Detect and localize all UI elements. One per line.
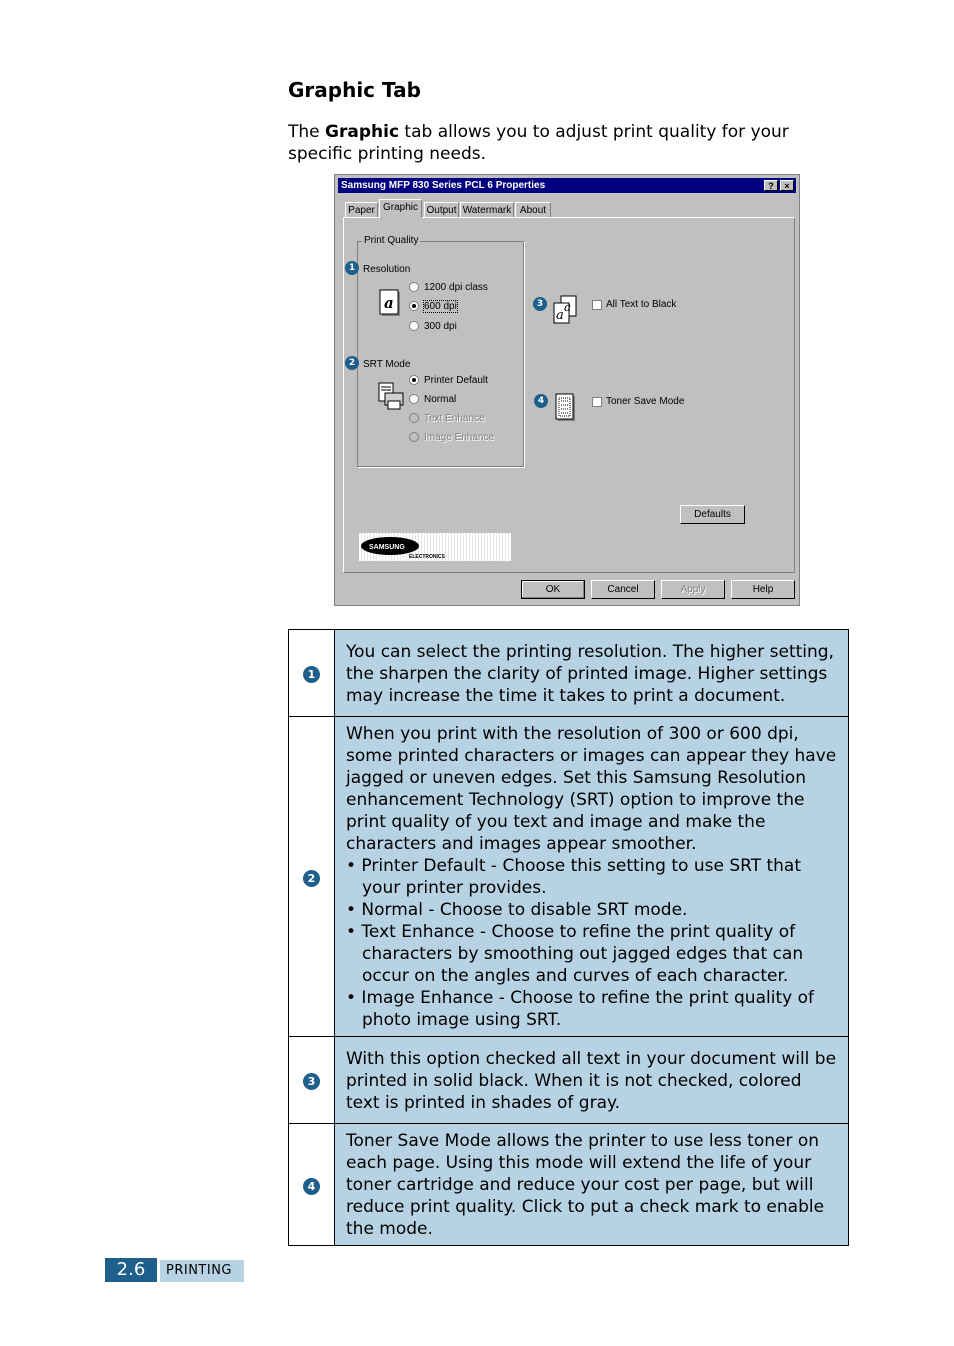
properties-dialog [334, 174, 800, 606]
table-row [289, 1124, 849, 1246]
radio-normal[interactable] [409, 394, 419, 404]
table-row [289, 717, 849, 1037]
intro-post: tab allows you to adjust print quality for your specific printing needs. [288, 122, 789, 164]
label-image-enhance: Image Enhance [424, 432, 495, 443]
list-item: • Text Enhance - Choose to refine the print quality of characters by smoothing out jagged edges that can occur on the angles and curves of each character. [346, 922, 804, 986]
radio-300dpi[interactable] [409, 321, 419, 331]
label-600dpi: 600 dpi [424, 301, 457, 312]
label-toner-save: Toner Save Mode [606, 396, 685, 407]
resolution-label: Resolution [363, 264, 411, 275]
svg-text:a: a [556, 308, 564, 323]
help-title-button[interactable]: ? [764, 180, 778, 191]
tab-paper[interactable]: Paper [345, 202, 378, 217]
dialog-title: Samsung MFP 830 Series PCL 6 Properties [341, 180, 546, 191]
tab-graphic[interactable]: Graphic [379, 199, 422, 218]
tab-output[interactable]: Output [424, 202, 459, 217]
number-2-icon: 2 [303, 870, 320, 887]
label-printer-default: Printer Default [424, 375, 488, 386]
label-300dpi: 300 dpi [424, 321, 457, 332]
list-item: • Normal - Choose to disable SRT mode. [346, 900, 688, 920]
radio-image-enhance[interactable] [409, 432, 419, 442]
marker-2-icon: 2 [345, 356, 359, 370]
intro-paragraph [288, 121, 828, 165]
number-3-icon: 3 [303, 1073, 320, 1090]
resolution-document-icon [379, 289, 401, 317]
all-text-black-icon [552, 295, 580, 325]
row-text: You can select the printing resolution. The higher setting, the sharpen the clarity of printed image. Higher settings may increase the time it takes to print a document. [346, 641, 834, 706]
number-4-icon: 4 [303, 1178, 320, 1195]
row-text: Toner Save Mode allows the printer to use less toner on each page. Using this mode will extend the life of your toner cartridge and reduce your cost per page, but will reduce print quality. Click to put a check mark to enable the mode. [346, 1131, 825, 1239]
row-number-cell [289, 1124, 335, 1246]
ok-button[interactable]: OK [521, 580, 585, 599]
row-number-cell [289, 717, 335, 1037]
radio-text-enhance[interactable] [409, 413, 419, 423]
row-text: With this option checked all text in your document will be printed in solid black. When it is not checked, colored text is printed in shades of gray. [346, 1048, 837, 1113]
logo-subtext: ELECTRONICS [409, 554, 445, 560]
checkbox-toner-save[interactable] [592, 397, 602, 407]
radio-1200dpi[interactable] [409, 282, 419, 292]
description-table [288, 629, 849, 1246]
table-row [289, 630, 849, 717]
marker-3-icon: 3 [533, 297, 547, 311]
label-text-enhance: Text Enhance [424, 413, 485, 424]
radio-printer-default[interactable] [409, 375, 419, 385]
toner-save-icon [555, 393, 577, 423]
intro-pre: The [288, 122, 326, 142]
row-number-cell [289, 1037, 335, 1124]
srt-mode-label: SRT Mode [363, 359, 411, 370]
row-text-cell [335, 717, 849, 1037]
intro-bold: Graphic [325, 122, 400, 142]
cancel-button[interactable]: Cancel [591, 580, 655, 599]
page-number: 2.6 [105, 1258, 157, 1282]
tab-watermark[interactable]: Watermark [460, 202, 514, 217]
number-1-icon: 1 [303, 666, 320, 683]
tab-about[interactable]: About [515, 202, 551, 217]
srt-printer-icon [377, 381, 405, 411]
row-text: When you print with the resolution of 300 or 600 dpi, some printed characters or images can appear they have jagged or uneven edges. Set this Samsung Resolution enhancement Technology (SRT) option to improve the print quality of you text and image and make the characters and images appear smoother. [346, 724, 837, 854]
label-1200dpi: 1200 dpi class [424, 282, 488, 293]
label-all-text-black: All Text to Black [606, 299, 677, 310]
close-title-button[interactable]: × [780, 180, 794, 191]
dialog-titlebar [338, 178, 796, 193]
row-text-cell [335, 1037, 849, 1124]
svg-text:a: a [384, 294, 394, 312]
svg-text:a: a [564, 300, 572, 314]
samsung-logo [359, 533, 511, 561]
logo-text: SAMSUNG [369, 544, 405, 551]
section-heading: Graphic Tab [288, 78, 421, 102]
row-number-cell [289, 630, 335, 717]
list-item: • Printer Default - Choose this setting to use SRT that your printer provides. [346, 856, 802, 898]
samsung-logo-icon [359, 533, 449, 561]
section-name: PRINTING [160, 1260, 244, 1282]
list-item: • Image Enhance - Choose to refine the print quality of photo image using SRT. [346, 988, 814, 1030]
radio-600dpi[interactable] [409, 301, 419, 311]
label-normal: Normal [424, 394, 457, 405]
apply-label: Apply [680, 584, 706, 595]
help-button[interactable]: Help [731, 580, 795, 599]
defaults-button[interactable]: Defaults [680, 505, 745, 524]
checkbox-all-text-black[interactable] [592, 300, 602, 310]
print-quality-label: Print Quality [364, 235, 419, 246]
marker-1-icon: 1 [345, 261, 359, 275]
row-text-cell [335, 630, 849, 717]
table-row [289, 1037, 849, 1124]
row-text-cell [335, 1124, 849, 1246]
apply-button[interactable] [661, 580, 725, 599]
marker-4-icon: 4 [534, 394, 548, 408]
